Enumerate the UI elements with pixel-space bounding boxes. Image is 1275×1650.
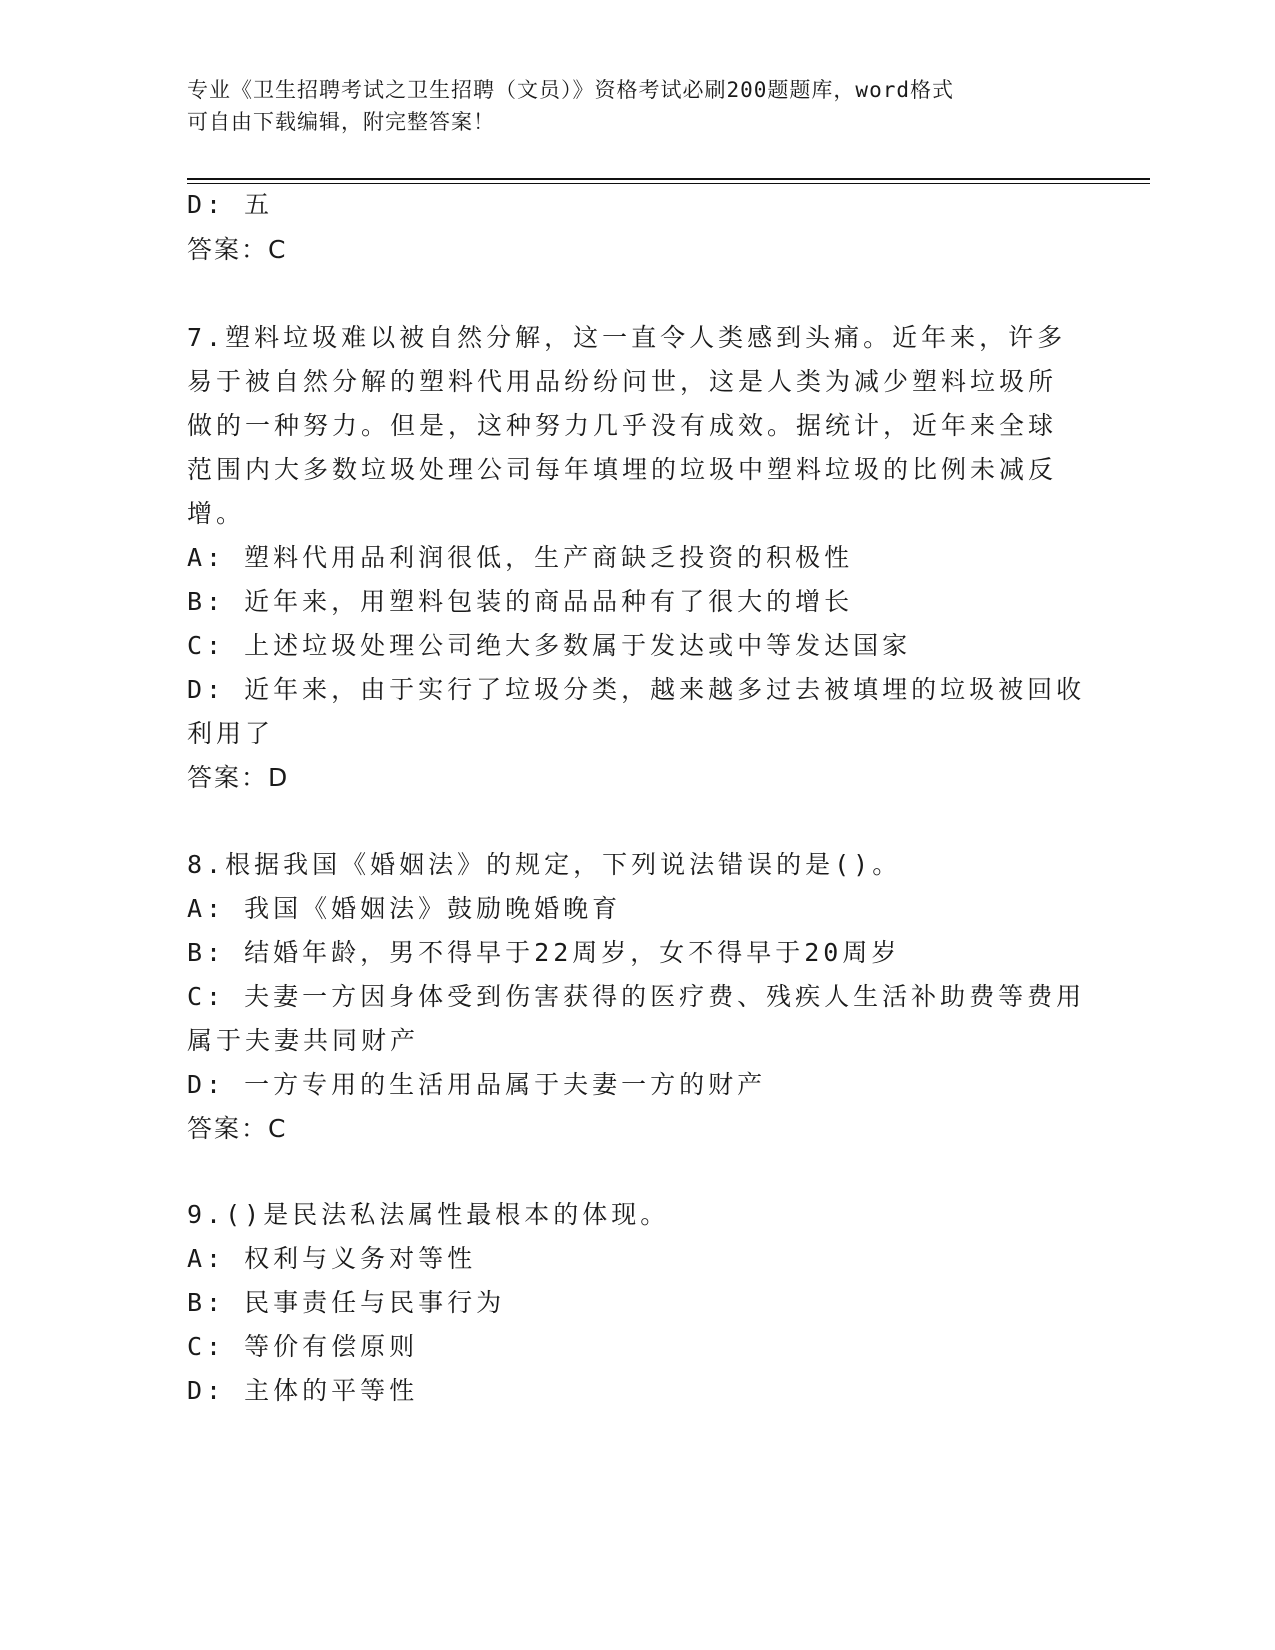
q6-answer: 答案：C — [187, 235, 288, 264]
q7-option-d-line-1: D: 近年来，由于实行了垃圾分类，越来越多过去被填埋的垃圾被回收 — [187, 675, 1086, 704]
q8-option-d: D: 一方专用的生活用品属于夫妻一方的财产 — [187, 1070, 767, 1099]
header-line-1: 专业《卫生招聘考试之卫生招聘（文员）》资格考试必刷200题题库，word格式 — [187, 78, 954, 102]
q7-stem-line-4: 范围内大多数垃圾处理公司每年填埋的垃圾中塑料垃圾的比例未减反 — [187, 455, 1058, 484]
q8-answer: 答案：C — [187, 1114, 288, 1143]
q6-option-d: D: 五 — [187, 190, 274, 219]
header-line-2: 可自由下载编辑，附完整答案！ — [187, 110, 495, 134]
q9-option-a: A: 权利与义务对等性 — [187, 1244, 477, 1273]
document-header — [187, 74, 1087, 138]
q9-option-b: B: 民事责任与民事行为 — [187, 1288, 506, 1317]
q7-stem-line-1: 7.塑料垃圾难以被自然分解，这一直令人类感到头痛。近年来，许多 — [187, 323, 1067, 352]
q8-option-a: A: 我国《婚姻法》鼓励晚婚晚育 — [187, 894, 622, 923]
q7-option-c: C: 上述垃圾处理公司绝大多数属于发达或中等发达国家 — [187, 631, 912, 660]
q8-option-b: B: 结婚年龄，男不得早于22周岁，女不得早于20周岁 — [187, 938, 901, 967]
q9-option-c: C: 等价有偿原则 — [187, 1332, 419, 1361]
q9-stem: 9.()是民法私法属性最根本的体现。 — [187, 1200, 670, 1229]
q7-stem-line-5: 增。 — [187, 499, 246, 528]
q9-option-d: D: 主体的平等性 — [187, 1376, 419, 1405]
q7-option-d-line-2: 利用了 — [187, 719, 275, 748]
q7-stem-line-2: 易于被自然分解的塑料代用品纷纷问世，这是人类为减少塑料垃圾所 — [187, 367, 1058, 396]
q7-answer: 答案：D — [187, 763, 290, 792]
q7-option-a: A: 塑料代用品利润很低，生产商缺乏投资的积极性 — [187, 543, 854, 572]
q8-option-c-line-2: 属于夫妻共同财产 — [187, 1026, 420, 1055]
q7-stem-line-3: 做的一种努力。但是，这种努力几乎没有成效。据统计，近年来全球 — [187, 411, 1058, 440]
q8-option-c-line-1: C: 夫妻一方因身体受到伤害获得的医疗费、残疾人生活补助费等费用 — [187, 982, 1086, 1011]
header-rule-thin — [187, 183, 1150, 184]
header-rule-thick — [187, 178, 1150, 180]
q8-stem: 8.根据我国《婚姻法》的规定，下列说法错误的是()。 — [187, 850, 902, 879]
q7-option-b: B: 近年来，用塑料包装的商品品种有了很大的增长 — [187, 587, 854, 616]
